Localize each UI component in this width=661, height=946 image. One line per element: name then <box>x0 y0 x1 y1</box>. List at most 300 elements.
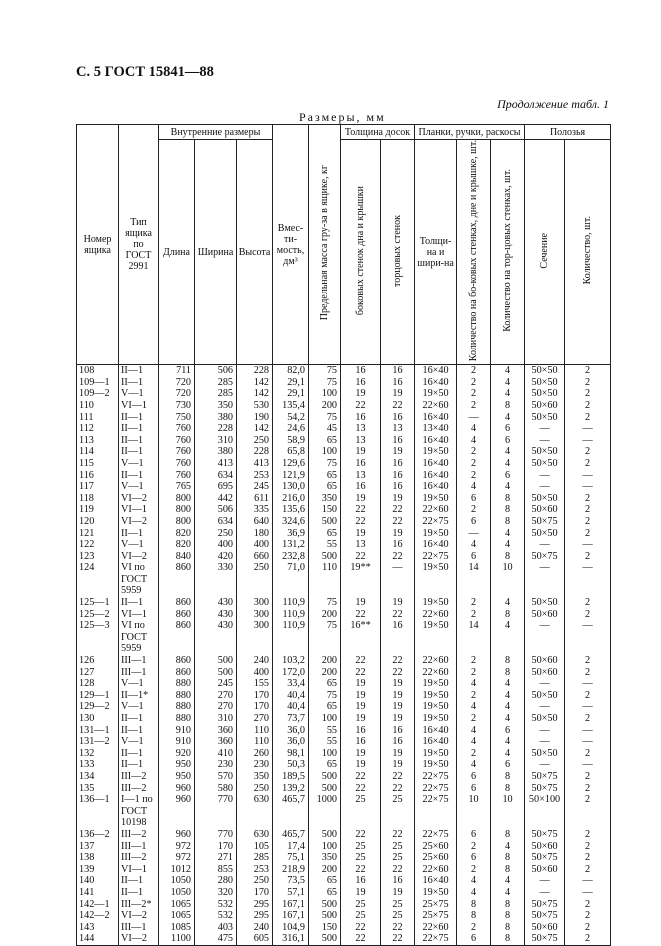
cell-slat-section: 19×50 <box>415 562 457 597</box>
cell-slat-count-end: 4 <box>491 539 525 551</box>
cell-width: 403 <box>195 922 237 934</box>
cell-side-wall-thickness: 22 <box>341 655 381 667</box>
cell-side-wall-thickness: 25 <box>341 841 381 853</box>
cell-runner-count: 2 <box>565 400 611 412</box>
cell-type: II—1* <box>119 690 159 702</box>
cell-side-wall-thickness: 22 <box>341 864 381 876</box>
cell-runner-count: — <box>565 562 611 597</box>
cell-slat-section: 16×40 <box>415 458 457 470</box>
cell-length: 960 <box>159 829 195 841</box>
cell-length: 950 <box>159 771 195 783</box>
cell-runner-section: 50×50 <box>525 690 565 702</box>
col-header-slat-count-side <box>457 140 491 365</box>
cell-runner-count: 2 <box>565 388 611 400</box>
cell-width: 228 <box>195 423 237 435</box>
table-row <box>77 400 611 412</box>
cell-slat-section: 22×75 <box>415 516 457 528</box>
cell-runner-count: 2 <box>565 377 611 389</box>
cell-side-wall-thickness: 16** <box>341 620 381 655</box>
cell-runner-section: 50×50 <box>525 458 565 470</box>
cell-slat-count-side: 2 <box>457 458 491 470</box>
cell-runner-count: 2 <box>565 748 611 760</box>
cell-runner-count: 2 <box>565 551 611 563</box>
cell-runner-count: 2 <box>565 412 611 424</box>
cell-slat-section: 16×40 <box>415 539 457 551</box>
cell-capacity: 167,1 <box>273 910 309 922</box>
cell-runner-count: 2 <box>565 458 611 470</box>
cell-runner-count: — <box>565 736 611 748</box>
cell-slat-count-end: 4 <box>491 412 525 424</box>
cell-capacity: 29,1 <box>273 377 309 389</box>
cell-length: 1085 <box>159 922 195 934</box>
cell-end-wall-thickness: 25 <box>381 841 415 853</box>
col-header-internal-dimensions: Внутренние размеры <box>159 125 273 140</box>
cell-slat-count-side: 14 <box>457 562 491 597</box>
cell-end-wall-thickness: 16 <box>381 736 415 748</box>
table-row <box>77 910 611 922</box>
units-label: Размеры, мм <box>299 110 386 124</box>
cell-width: 360 <box>195 736 237 748</box>
cell-width: 320 <box>195 887 237 899</box>
cell-end-wall-thickness: 16 <box>381 620 415 655</box>
cell-number: 138 <box>77 852 119 864</box>
table-row <box>77 481 611 493</box>
cell-side-wall-thickness: 22 <box>341 609 381 621</box>
cell-length: 711 <box>159 365 195 377</box>
cell-end-wall-thickness: 25 <box>381 852 415 864</box>
cell-max-mass: 200 <box>309 655 341 667</box>
table-row <box>77 609 611 621</box>
cell-slat-count-side: 2 <box>457 446 491 458</box>
cell-side-wall-thickness: 22 <box>341 829 381 841</box>
cell-width: 330 <box>195 562 237 597</box>
cell-type: VI—1 <box>119 400 159 412</box>
table-row <box>77 504 611 516</box>
cell-runner-section: — <box>525 701 565 713</box>
cell-runner-section: 50×50 <box>525 388 565 400</box>
cell-type: VI—1 <box>119 609 159 621</box>
cell-type: VI—1 <box>119 504 159 516</box>
cell-end-wall-thickness: 19 <box>381 690 415 702</box>
cell-runner-count: 2 <box>565 609 611 621</box>
cell-slat-section: 16×40 <box>415 481 457 493</box>
dimensions-table <box>76 124 611 946</box>
table-row <box>77 829 611 841</box>
cell-type: II—1 <box>119 725 159 737</box>
cell-slat-count-end: 10 <box>491 794 525 829</box>
cell-max-mass: 75 <box>309 365 341 377</box>
cell-slat-section: 19×50 <box>415 887 457 899</box>
cell-end-wall-thickness: 19 <box>381 597 415 609</box>
cell-number: 109—1 <box>77 377 119 389</box>
cell-number: 134 <box>77 771 119 783</box>
cell-height: 170 <box>237 887 273 899</box>
cell-slat-section: 19×50 <box>415 713 457 725</box>
cell-side-wall-thickness: 19 <box>341 713 381 725</box>
cell-length: 760 <box>159 435 195 447</box>
cell-type: V—1 <box>119 458 159 470</box>
cell-max-mass: 65 <box>309 875 341 887</box>
cell-number: 142—1 <box>77 899 119 911</box>
cell-length: 960 <box>159 794 195 829</box>
cell-side-wall-thickness: 19 <box>341 759 381 771</box>
cell-height: 142 <box>237 423 273 435</box>
cell-slat-count-side: 14 <box>457 620 491 655</box>
cell-capacity: 110,9 <box>273 620 309 655</box>
cell-max-mass: 100 <box>309 841 341 853</box>
cell-type: II—1 <box>119 713 159 725</box>
cell-slat-count-end: 4 <box>491 458 525 470</box>
cell-height: 228 <box>237 446 273 458</box>
cell-runner-count: — <box>565 701 611 713</box>
cell-height: 253 <box>237 470 273 482</box>
cell-runner-count: 2 <box>565 899 611 911</box>
col-header-capacity: Вмес-ти-мость, дм³ <box>273 125 309 365</box>
cell-height: 300 <box>237 609 273 621</box>
cell-type: II—1 <box>119 887 159 899</box>
cell-length: 860 <box>159 655 195 667</box>
cell-height: 260 <box>237 748 273 760</box>
cell-runner-count: 2 <box>565 910 611 922</box>
cell-capacity: 75,1 <box>273 852 309 864</box>
cell-width: 506 <box>195 504 237 516</box>
cell-type: VI по ГОСТ 5959 <box>119 620 159 655</box>
cell-side-wall-thickness: 25 <box>341 910 381 922</box>
cell-runner-count: — <box>565 481 611 493</box>
cell-runner-count: 2 <box>565 783 611 795</box>
cell-max-mass: 200 <box>309 609 341 621</box>
cell-end-wall-thickness: 25 <box>381 794 415 829</box>
cell-slat-section: 16×40 <box>415 377 457 389</box>
cell-capacity: 65,8 <box>273 446 309 458</box>
cell-runner-section: — <box>525 562 565 597</box>
cell-type: II—1 <box>119 470 159 482</box>
cell-height: 530 <box>237 400 273 412</box>
cell-side-wall-thickness: 22 <box>341 516 381 528</box>
cell-end-wall-thickness: 22 <box>381 783 415 795</box>
cell-slat-count-end: 6 <box>491 759 525 771</box>
cell-number: 128 <box>77 678 119 690</box>
cell-width: 570 <box>195 771 237 783</box>
cell-max-mass: 150 <box>309 922 341 934</box>
cell-side-wall-thickness: 16 <box>341 725 381 737</box>
cell-height: 300 <box>237 597 273 609</box>
table-row <box>77 933 611 945</box>
table-row <box>77 365 611 377</box>
cell-slat-count-side: 2 <box>457 655 491 667</box>
cell-slat-section: 22×75 <box>415 771 457 783</box>
cell-type: V—1 <box>119 481 159 493</box>
cell-type: II—1 <box>119 412 159 424</box>
cell-slat-count-end: 8 <box>491 504 525 516</box>
cell-number: 112 <box>77 423 119 435</box>
cell-height: 142 <box>237 388 273 400</box>
cell-number: 127 <box>77 667 119 679</box>
cell-number: 109—2 <box>77 388 119 400</box>
cell-end-wall-thickness: 22 <box>381 400 415 412</box>
cell-width: 285 <box>195 377 237 389</box>
cell-end-wall-thickness: 19 <box>381 887 415 899</box>
cell-type: II—1 <box>119 423 159 435</box>
col-header-slat-section: Толщи-на и шири-на <box>415 140 457 365</box>
table-row <box>77 794 611 829</box>
cell-type: III—1 <box>119 841 159 853</box>
cell-slat-count-end: 4 <box>491 887 525 899</box>
cell-capacity: 17,4 <box>273 841 309 853</box>
cell-end-wall-thickness: 22 <box>381 609 415 621</box>
table-row <box>77 690 611 702</box>
cell-runner-count: — <box>565 725 611 737</box>
cell-type: VI—2 <box>119 551 159 563</box>
cell-runner-count: 2 <box>565 516 611 528</box>
cell-slat-count-end: 6 <box>491 470 525 482</box>
cell-length: 950 <box>159 759 195 771</box>
table-row <box>77 562 611 597</box>
cell-runner-count: — <box>565 435 611 447</box>
cell-side-wall-thickness: 22 <box>341 922 381 934</box>
cell-capacity: 58,9 <box>273 435 309 447</box>
cell-end-wall-thickness: 16 <box>381 435 415 447</box>
cell-max-mass: 65 <box>309 887 341 899</box>
cell-slat-count-end: 4 <box>491 713 525 725</box>
col-header-side-walls-text: боковых стенок дна и крышки <box>355 186 367 316</box>
cell-number: 144 <box>77 933 119 945</box>
cell-slat-section: 19×50 <box>415 597 457 609</box>
cell-length: 750 <box>159 412 195 424</box>
cell-slat-count-end: 4 <box>491 690 525 702</box>
cell-side-wall-thickness: 19 <box>341 690 381 702</box>
cell-slat-section: 16×40 <box>415 736 457 748</box>
cell-end-wall-thickness: 16 <box>381 458 415 470</box>
cell-end-wall-thickness: 16 <box>381 365 415 377</box>
table-row <box>77 470 611 482</box>
cell-type: VI—2 <box>119 493 159 505</box>
cell-length: 910 <box>159 736 195 748</box>
cell-number: 118 <box>77 493 119 505</box>
cell-runner-section: 50×50 <box>525 365 565 377</box>
cell-runner-section: 50×50 <box>525 377 565 389</box>
cell-end-wall-thickness: 22 <box>381 864 415 876</box>
cell-height: 170 <box>237 701 273 713</box>
cell-slat-section: 25×75 <box>415 910 457 922</box>
cell-capacity: 40,4 <box>273 690 309 702</box>
cell-slat-count-side: 2 <box>457 388 491 400</box>
cell-runner-section: 50×75 <box>525 771 565 783</box>
cell-runner-section: 50×60 <box>525 655 565 667</box>
col-header-max-mass-text: Предельная масса гру-за в ящике, кг <box>319 165 331 321</box>
cell-height: 240 <box>237 922 273 934</box>
cell-slat-count-end: 4 <box>491 736 525 748</box>
cell-end-wall-thickness: 22 <box>381 771 415 783</box>
cell-slat-count-end: 8 <box>491 829 525 841</box>
cell-runner-section: 50×75 <box>525 852 565 864</box>
cell-type: III—2 <box>119 852 159 864</box>
cell-runner-section: 50×50 <box>525 412 565 424</box>
cell-side-wall-thickness: 16 <box>341 481 381 493</box>
cell-width: 270 <box>195 690 237 702</box>
cell-width: 420 <box>195 551 237 563</box>
cell-width: 532 <box>195 899 237 911</box>
table-row <box>77 771 611 783</box>
cell-length: 1065 <box>159 899 195 911</box>
cell-end-wall-thickness: 19 <box>381 446 415 458</box>
cell-slat-count-side: 4 <box>457 481 491 493</box>
cell-max-mass: 110 <box>309 562 341 597</box>
cell-length: 800 <box>159 516 195 528</box>
cell-slat-count-side: 6 <box>457 516 491 528</box>
cell-max-mass: 75 <box>309 377 341 389</box>
cell-slat-section: 22×60 <box>415 400 457 412</box>
cell-width: 580 <box>195 783 237 795</box>
cell-slat-count-end: 8 <box>491 609 525 621</box>
cell-runner-count: 2 <box>565 771 611 783</box>
cell-runner-section: 50×60 <box>525 504 565 516</box>
cell-height: 630 <box>237 829 273 841</box>
cell-max-mass: 55 <box>309 539 341 551</box>
cell-slat-count-end: 8 <box>491 493 525 505</box>
cell-side-wall-thickness: 19 <box>341 528 381 540</box>
cell-height: 300 <box>237 620 273 655</box>
cell-slat-count-side: 4 <box>457 725 491 737</box>
cell-side-wall-thickness: 13 <box>341 423 381 435</box>
cell-number: 141 <box>77 887 119 899</box>
cell-capacity: 172,0 <box>273 667 309 679</box>
cell-slat-count-side: 6 <box>457 551 491 563</box>
cell-width: 430 <box>195 620 237 655</box>
cell-number: 129—2 <box>77 701 119 713</box>
cell-end-wall-thickness: 19 <box>381 528 415 540</box>
table-row <box>77 899 611 911</box>
cell-slat-section: 19×50 <box>415 759 457 771</box>
cell-slat-count-side: 4 <box>457 759 491 771</box>
cell-slat-count-end: 8 <box>491 655 525 667</box>
cell-length: 1050 <box>159 887 195 899</box>
cell-number: 135 <box>77 783 119 795</box>
cell-runner-section: 50×100 <box>525 794 565 829</box>
cell-height: 170 <box>237 690 273 702</box>
cell-type: II—1 <box>119 875 159 887</box>
cell-slat-count-end: 8 <box>491 864 525 876</box>
cell-end-wall-thickness: 16 <box>381 412 415 424</box>
col-header-slats: Планки, ручки, раскосы <box>415 125 525 140</box>
cell-type: II—1 <box>119 377 159 389</box>
cell-max-mass: 55 <box>309 725 341 737</box>
cell-end-wall-thickness: 19 <box>381 748 415 760</box>
cell-height: 270 <box>237 713 273 725</box>
cell-side-wall-thickness: 13 <box>341 435 381 447</box>
cell-height: 190 <box>237 412 273 424</box>
cell-capacity: 29,1 <box>273 388 309 400</box>
cell-capacity: 216,0 <box>273 493 309 505</box>
cell-type: VI по ГОСТ 5959 <box>119 562 159 597</box>
cell-number: 133 <box>77 759 119 771</box>
cell-side-wall-thickness: 19 <box>341 446 381 458</box>
cell-runner-section: 50×60 <box>525 864 565 876</box>
cell-height: 611 <box>237 493 273 505</box>
cell-runner-section: 50×75 <box>525 516 565 528</box>
cell-type: II—1 <box>119 748 159 760</box>
cell-max-mass: 65 <box>309 470 341 482</box>
cell-slat-section: 22×60 <box>415 504 457 516</box>
cell-slat-count-side: 10 <box>457 794 491 829</box>
cell-height: 250 <box>237 562 273 597</box>
cell-runner-count: — <box>565 759 611 771</box>
cell-side-wall-thickness: 25 <box>341 852 381 864</box>
cell-max-mass: 500 <box>309 829 341 841</box>
cell-length: 760 <box>159 470 195 482</box>
cell-slat-count-side: 8 <box>457 899 491 911</box>
cell-runner-section: — <box>525 435 565 447</box>
cell-end-wall-thickness: 22 <box>381 667 415 679</box>
cell-slat-count-side: — <box>457 412 491 424</box>
cell-slat-count-end: 8 <box>491 852 525 864</box>
cell-capacity: 98,1 <box>273 748 309 760</box>
cell-capacity: 135,6 <box>273 504 309 516</box>
cell-runner-count: 2 <box>565 597 611 609</box>
cell-slat-section: 16×40 <box>415 725 457 737</box>
cell-side-wall-thickness: 22 <box>341 783 381 795</box>
cell-capacity: 167,1 <box>273 899 309 911</box>
cell-width: 380 <box>195 446 237 458</box>
cell-length: 1050 <box>159 875 195 887</box>
table-row <box>77 678 611 690</box>
cell-slat-section: 22×60 <box>415 655 457 667</box>
cell-height: 295 <box>237 899 273 911</box>
cell-runner-section: — <box>525 736 565 748</box>
cell-runner-section: — <box>525 887 565 899</box>
cell-height: 350 <box>237 771 273 783</box>
cell-height: 250 <box>237 435 273 447</box>
cell-length: 880 <box>159 701 195 713</box>
cell-number: 111 <box>77 412 119 424</box>
cell-slat-count-end: 4 <box>491 678 525 690</box>
cell-slat-count-side: 2 <box>457 713 491 725</box>
cell-slat-count-side: 2 <box>457 841 491 853</box>
cell-height: 285 <box>237 852 273 864</box>
cell-type: VI—1 <box>119 864 159 876</box>
cell-runner-count: 2 <box>565 852 611 864</box>
cell-slat-section: 16×40 <box>415 365 457 377</box>
cell-slat-section: 19×50 <box>415 690 457 702</box>
cell-runner-count: — <box>565 423 611 435</box>
cell-slat-count-side: 2 <box>457 864 491 876</box>
col-header-runner-section <box>525 140 565 365</box>
cell-capacity: 104,9 <box>273 922 309 934</box>
cell-capacity: 232,8 <box>273 551 309 563</box>
cell-width: 310 <box>195 713 237 725</box>
cell-max-mass: 75 <box>309 412 341 424</box>
cell-side-wall-thickness: 22 <box>341 771 381 783</box>
cell-max-mass: 350 <box>309 852 341 864</box>
cell-type: III—2 <box>119 783 159 795</box>
cell-length: 800 <box>159 493 195 505</box>
cell-max-mass: 65 <box>309 481 341 493</box>
cell-width: 350 <box>195 400 237 412</box>
cell-slat-section: 22×60 <box>415 609 457 621</box>
cell-end-wall-thickness: 13 <box>381 423 415 435</box>
cell-side-wall-thickness: 22 <box>341 933 381 945</box>
cell-capacity: 54,2 <box>273 412 309 424</box>
cell-slat-section: 19×50 <box>415 388 457 400</box>
cell-runner-section: 50×75 <box>525 829 565 841</box>
cell-length: 1065 <box>159 910 195 922</box>
cell-width: 250 <box>195 528 237 540</box>
cell-runner-section: 50×60 <box>525 609 565 621</box>
cell-runner-count: — <box>565 678 611 690</box>
cell-runner-section: 50×60 <box>525 667 565 679</box>
cell-length: 860 <box>159 609 195 621</box>
cell-runner-section: — <box>525 470 565 482</box>
